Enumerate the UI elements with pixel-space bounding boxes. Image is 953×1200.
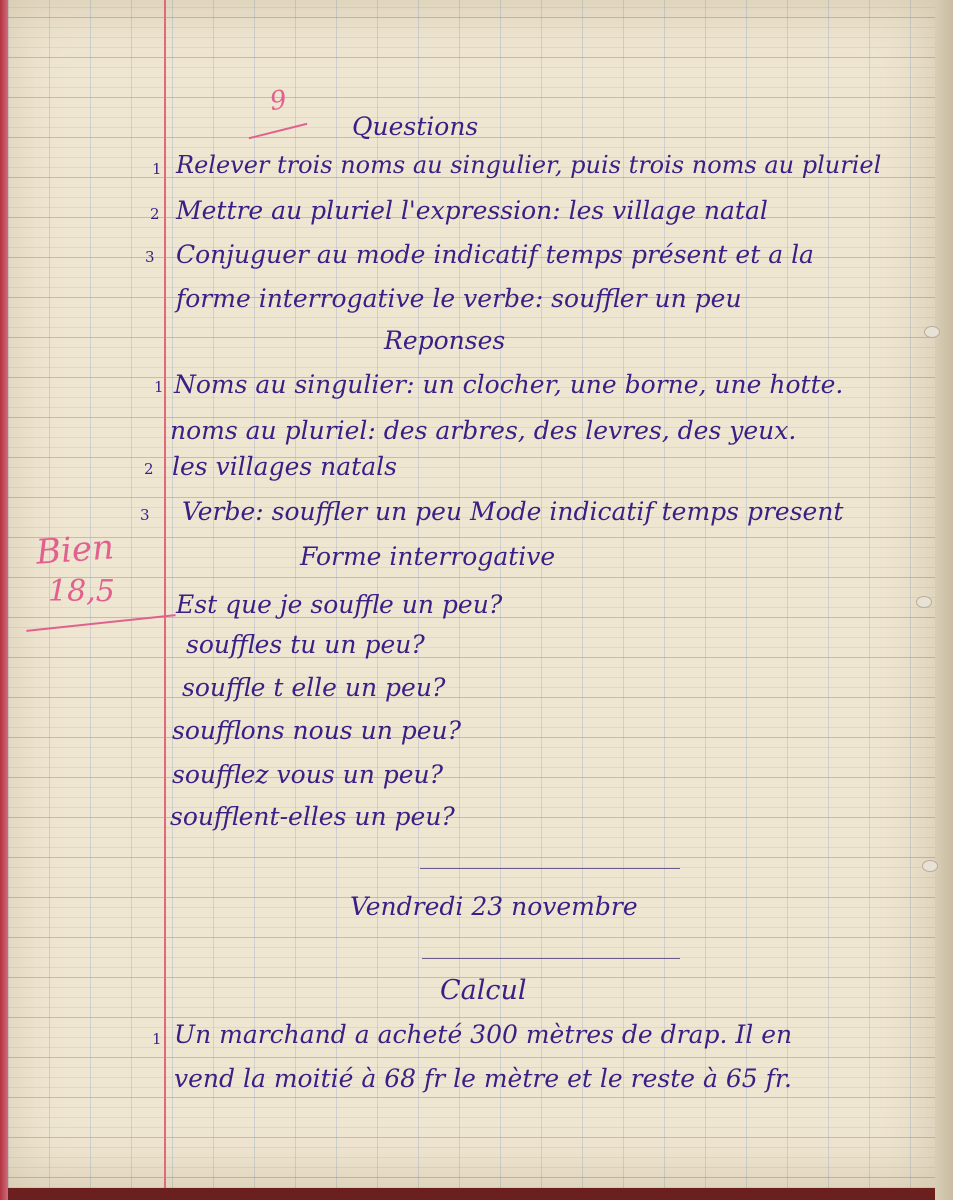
question-number-2: 2	[150, 205, 160, 223]
reponses-heading: Reponses	[384, 326, 506, 355]
question-number-1: 1	[152, 160, 162, 178]
conjugation-line-1: Est que je souffle un peu?	[176, 590, 503, 619]
separator-top	[420, 868, 680, 869]
reponse-1-line-1: Noms au singulier: un clocher, une borne, une hotte.	[174, 370, 844, 399]
conjugation-line-6: soufflent-elles un peu?	[170, 802, 455, 831]
notebook-cover-edge	[0, 0, 8, 1200]
question-3-line-1: Conjuguer au mode indicatif temps présent et a la	[176, 240, 814, 269]
reponse-3-line-1: Verbe: souffler un peu Mode indicatif temps present	[182, 497, 844, 526]
grade-word: Bien	[34, 527, 116, 573]
questions-heading: Questions	[352, 112, 479, 141]
margin-line	[164, 0, 166, 1188]
binding-stitch	[922, 860, 938, 872]
grade-underline	[26, 614, 175, 632]
forme-interrogative-heading: Forme interrogative	[300, 542, 556, 571]
reponse-number-3: 3	[140, 506, 150, 524]
conjugation-line-5: soufflez vous un peu?	[172, 760, 444, 789]
binding-stitch	[916, 596, 932, 608]
date-heading: Vendredi 23 novembre	[350, 892, 638, 921]
reponse-2-line-1: les villages natals	[172, 452, 397, 481]
question-2-line-1: Mettre au pluriel l'expression: les village natal	[176, 196, 768, 225]
calcul-number-1: 1	[152, 1030, 162, 1048]
page-number: 9	[267, 84, 289, 118]
reponse-1-line-2: noms au pluriel: des arbres, des levres, des yeux.	[170, 416, 797, 445]
next-page-edge	[935, 0, 953, 1200]
page-number-underline	[249, 123, 308, 139]
calcul-1-line-2: vend la moitié à 68 fr le mètre et le reste à 65 fr.	[174, 1064, 792, 1093]
calcul-heading: Calcul	[440, 975, 527, 1006]
grade-score: 18,5	[48, 574, 115, 609]
question-3-line-2: forme interrogative le verbe: souffler un peu	[176, 284, 742, 313]
separator-bottom	[422, 958, 680, 959]
calcul-1-line-1: Un marchand a acheté 300 mètres de drap. Il en	[174, 1020, 793, 1049]
binding-stitch	[924, 326, 940, 338]
conjugation-line-3: souffle t elle un peu?	[182, 673, 446, 702]
question-number-3: 3	[145, 248, 155, 266]
conjugation-line-4: soufflons nous un peu?	[172, 716, 462, 745]
question-1-line-1: Relever trois noms au singulier, puis trois noms au pluriel	[176, 151, 882, 179]
reponse-number-2: 2	[144, 460, 154, 478]
reponse-number-1: 1	[154, 378, 164, 396]
conjugation-line-2: souffles tu un peu?	[186, 630, 425, 659]
